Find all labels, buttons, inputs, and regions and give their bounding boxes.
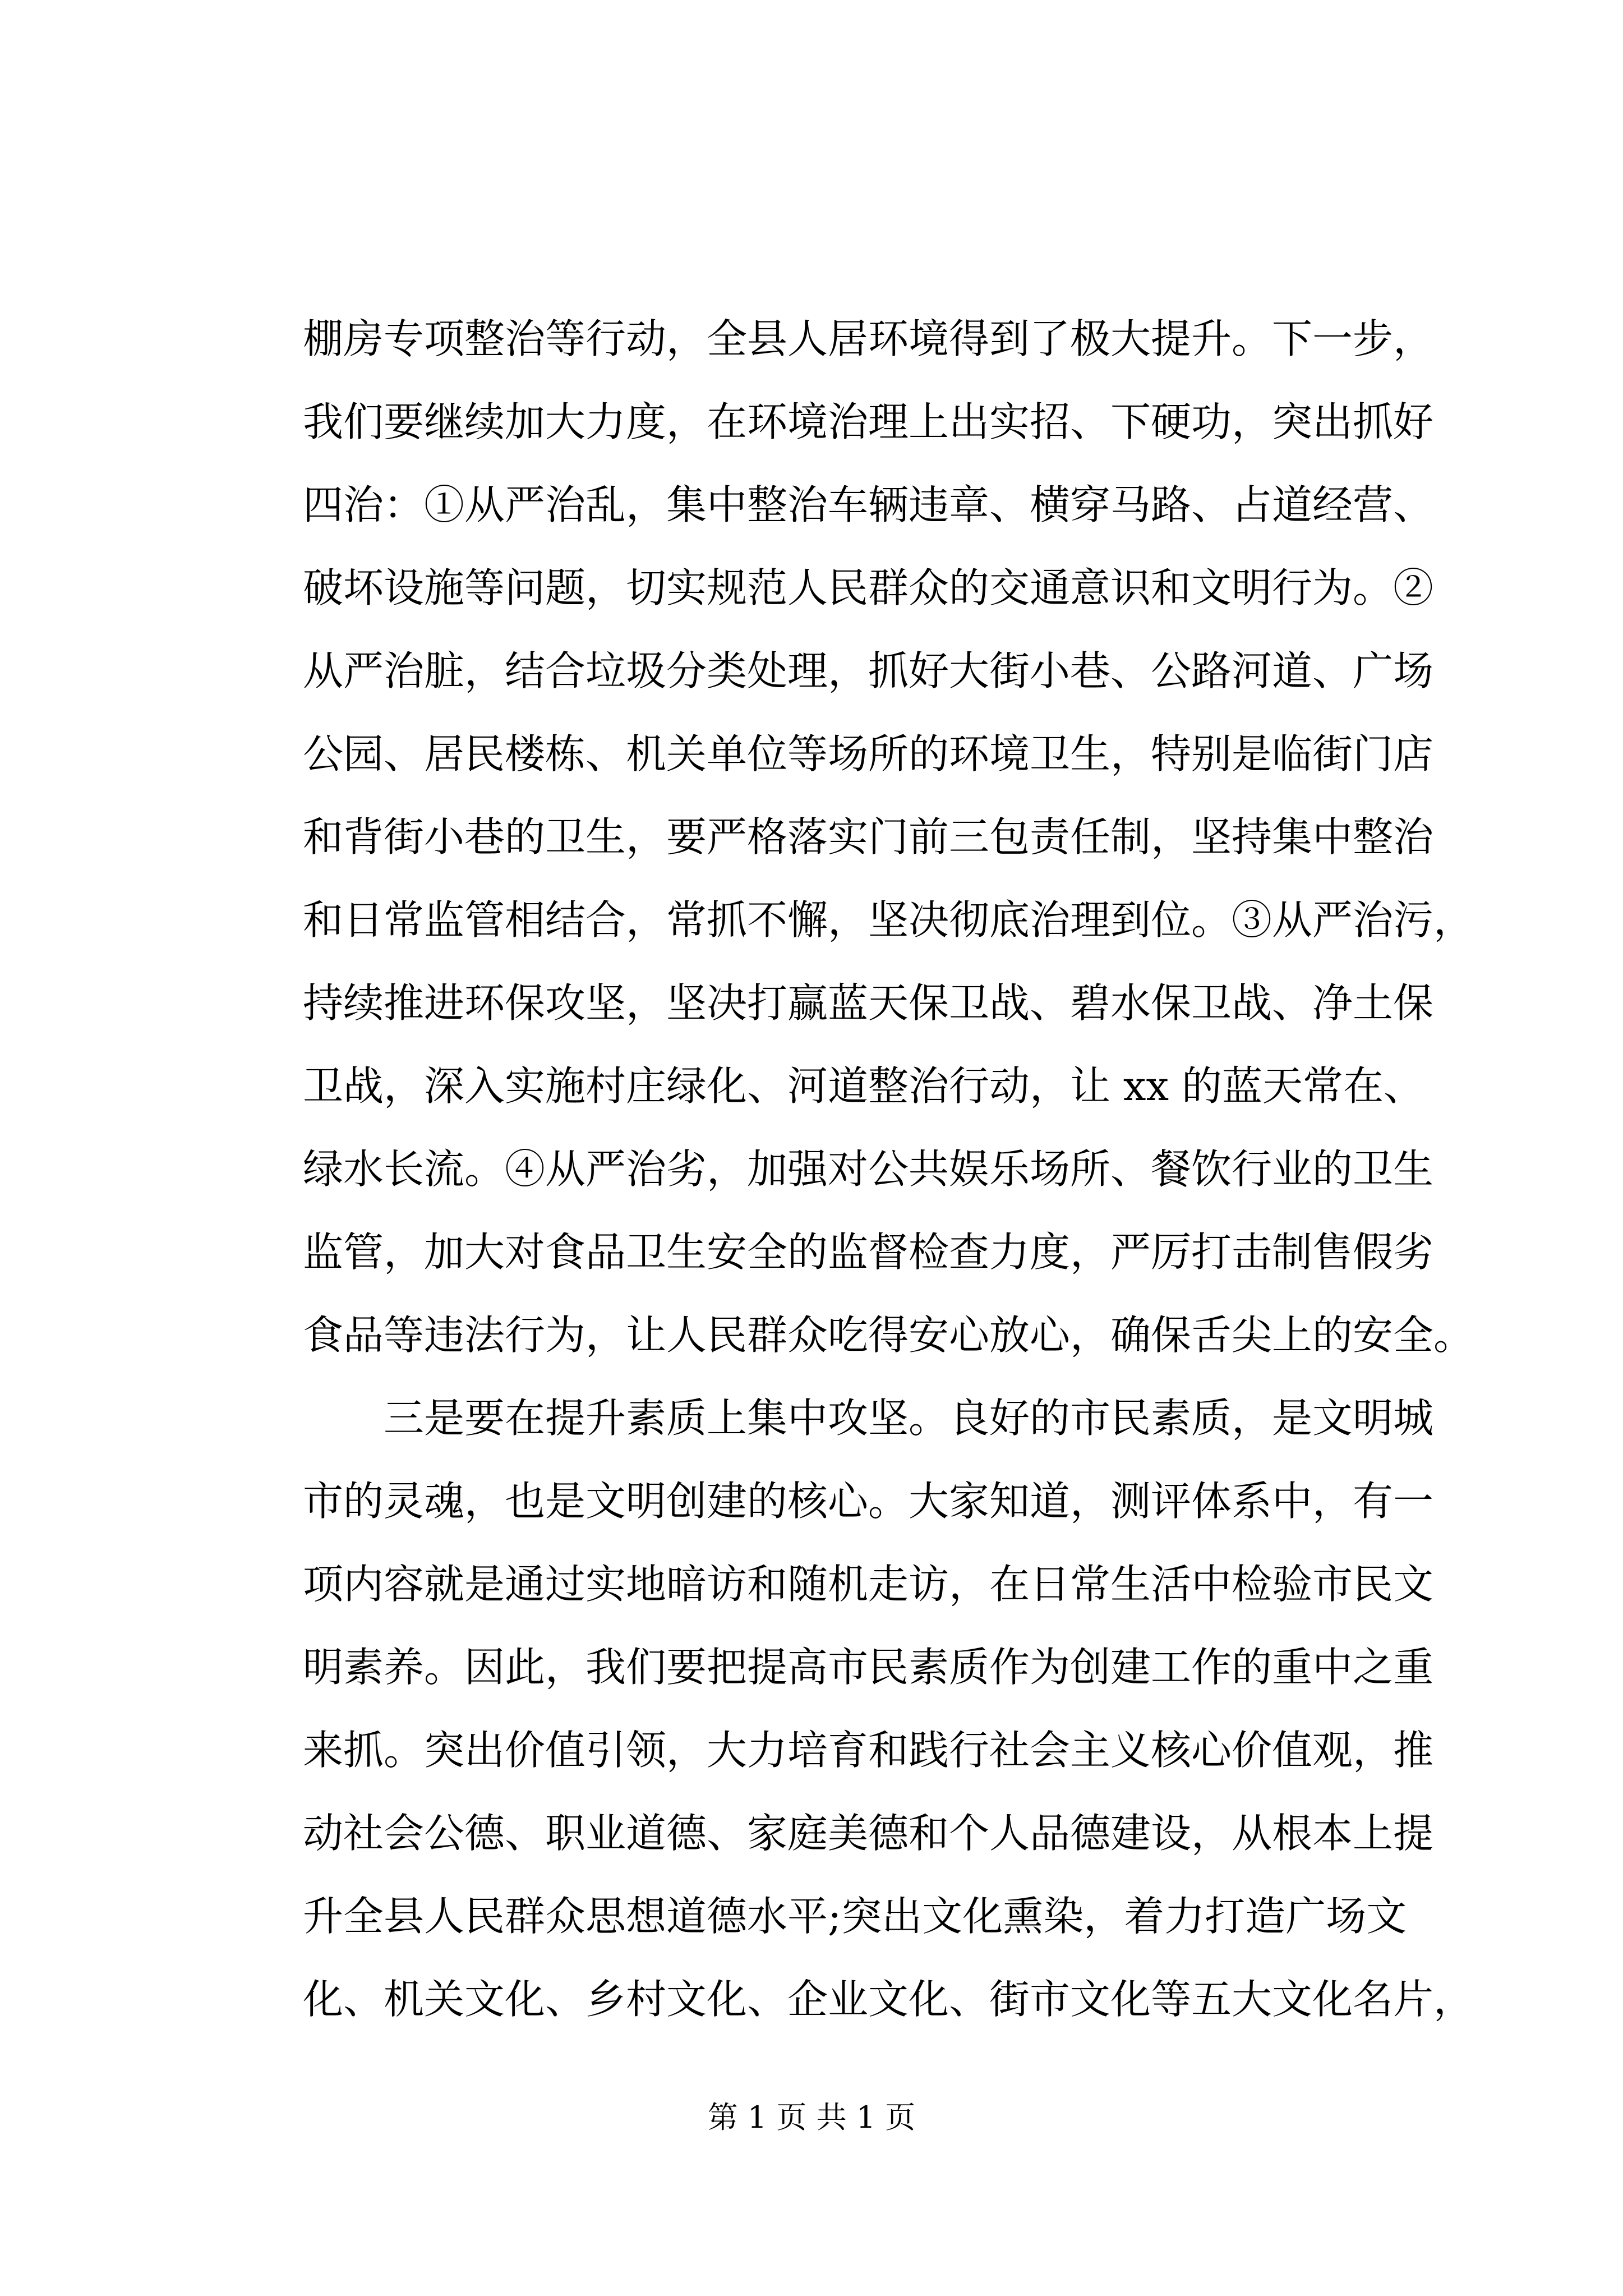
text-line: 从严治脏，结合垃圾分类处理，抓好大街小巷、公路河道、广场 — [303, 647, 1434, 694]
document-body — [303, 297, 1474, 2041]
text-line: 明素养。因此，我们要把提高市民素质作为创建工作的重中之重 — [303, 1644, 1434, 1691]
text-line: 动社会公德、职业道德、家庭美德和个人品德建设，从根本上提 — [303, 1810, 1434, 1857]
text-line: 我们要继续加大力度，在环境治理上出实招、下硬功，突出抓好 — [303, 398, 1434, 445]
text-line: 监管，加大对食品卫生安全的监督检查力度，严厉打击制售假劣 — [303, 1228, 1434, 1276]
paragraph-start-line: 三是要在提升素质上集中攻坚。良好的市民素质，是文明城 — [384, 1395, 1434, 1442]
text-line: 公园、居民楼栋、机关单位等场所的环境卫生，特别是临街门店 — [303, 730, 1434, 777]
text-line: 市的灵魂，也是文明创建的核心。大家知道，测评体系中，有一 — [303, 1478, 1434, 1525]
text-line: 化、机关文化、乡村文化、企业文化、街市文化等五大文化名片， — [303, 1976, 1474, 2023]
text-line: 绿水长流。④从严治劣，加强对公共娱乐场所、餐饮行业的卫生 — [303, 1145, 1434, 1193]
text-line: 持续推进环保攻坚，坚决打赢蓝天保卫战、碧水保卫战、净土保 — [303, 979, 1434, 1027]
text-line: 食品等违法行为，让人民群众吃得安心放心，确保舌尖上的安全。 — [303, 1312, 1474, 1359]
text-line: 项内容就是通过实地暗访和随机走访，在日常生活中检验市民文 — [303, 1561, 1434, 1608]
text-line: 和背街小巷的卫生，要严格落实门前三包责任制，坚持集中整治 — [303, 813, 1434, 861]
text-line: 棚房专项整治等行动，全县人居环境得到了极大提升。下一步， — [303, 315, 1434, 362]
text-line: 和日常监管相结合，常抓不懈，坚决彻底治理到位。③从严治污， — [303, 896, 1474, 944]
text-line: 四治：①从严治乱，集中整治车辆违章、横穿马路、占道经营、 — [303, 481, 1434, 528]
text-line: 升全县人民群众思想道德水平;突出文化熏染，着力打造广场文 — [303, 1893, 1407, 1940]
text-line: 卫战，深入实施村庄绿化、河道整治行动，让 xx 的蓝天常在、 — [303, 1062, 1424, 1110]
text-line: 破坏设施等问题，切实规范人民群众的交通意识和文明行为。② — [303, 564, 1434, 611]
text-line: 来抓。突出价值引领，大力培育和践行社会主义核心价值观，推 — [303, 1727, 1434, 1774]
page-footer: 第 1 页 共 1 页 — [707, 2100, 916, 2135]
